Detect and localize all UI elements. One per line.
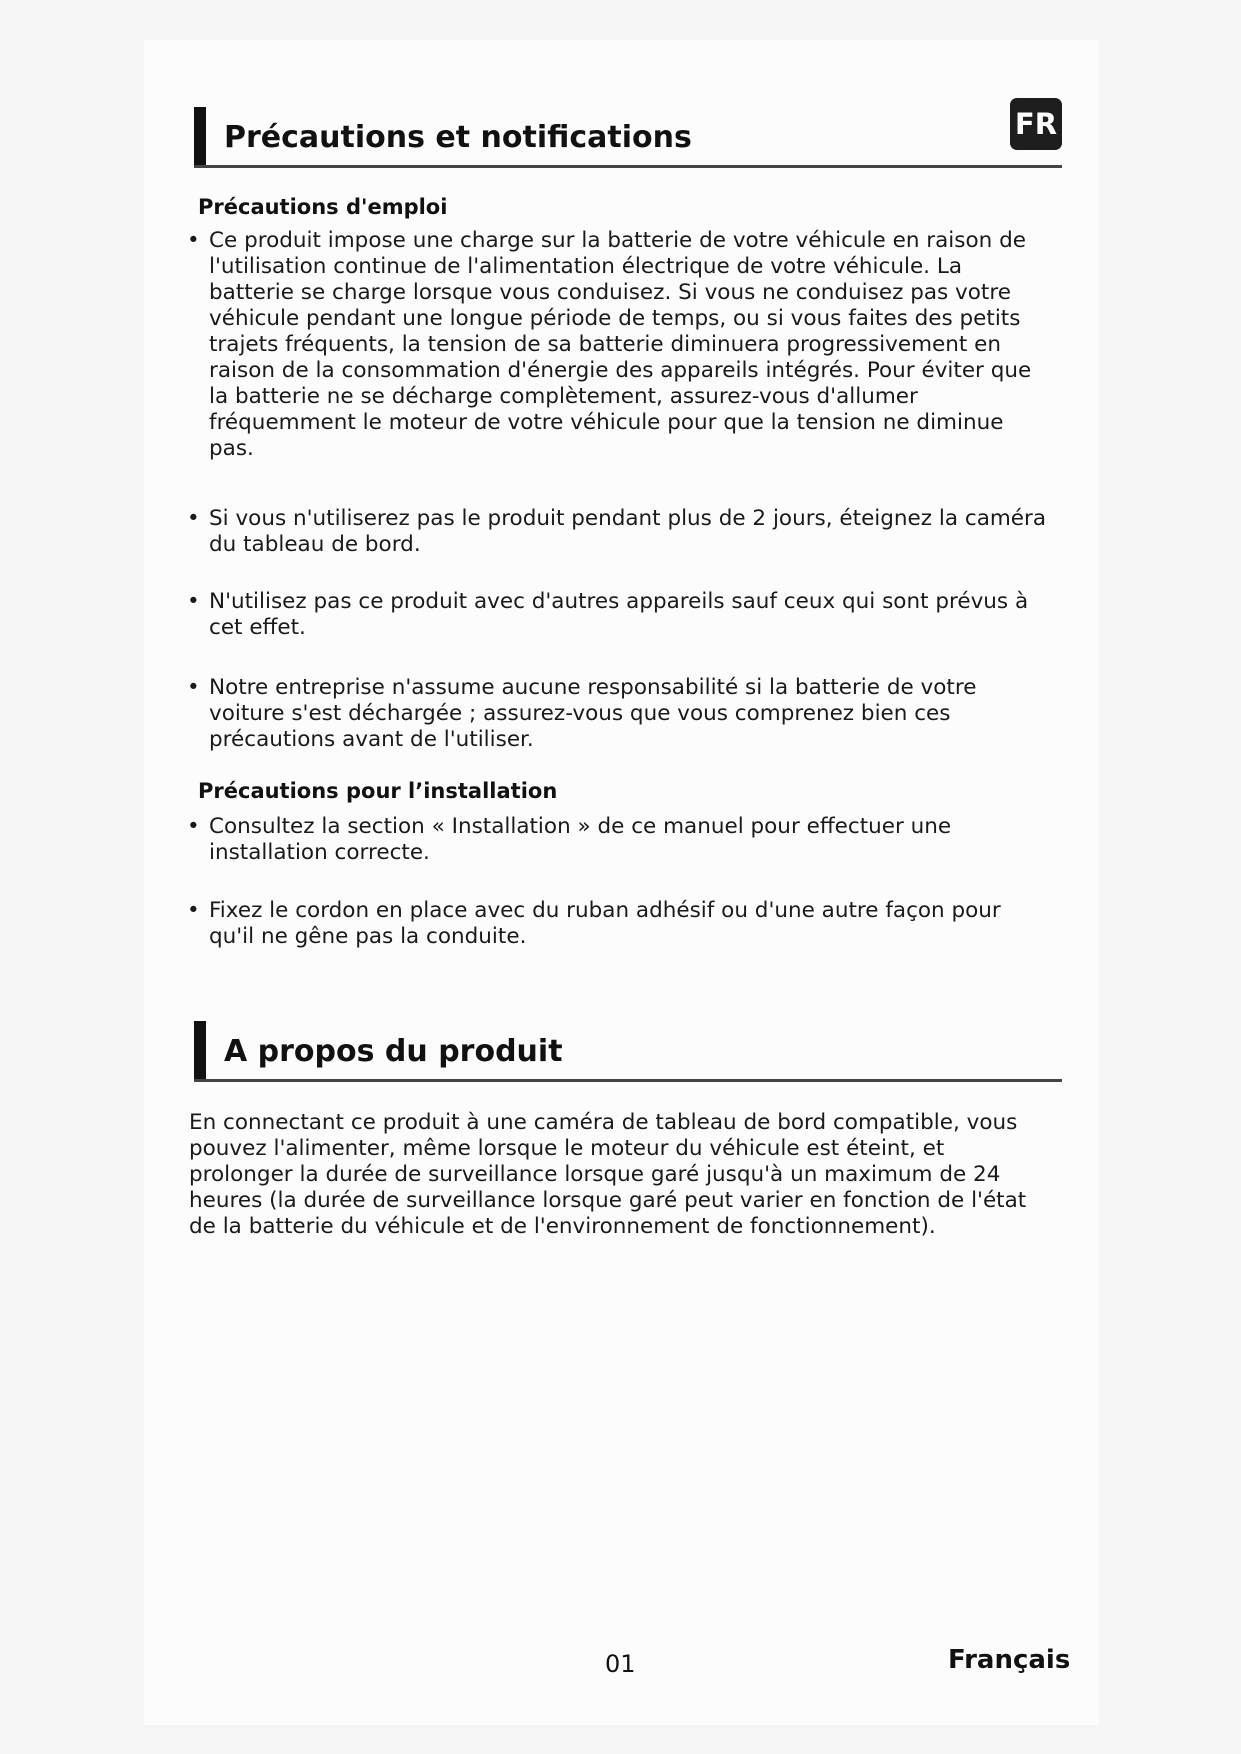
list-item [187, 814, 1049, 866]
list-item-text: Notre entreprise n'assume aucune responsabilité si la batterie de votre voiture s'est déchargée ; assurez-vous que vous comprenez bien ces précautions avant de l'utiliser. [209, 675, 977, 752]
heading-bar [194, 1021, 206, 1079]
bullet-icon: • [187, 675, 200, 700]
list-item [187, 228, 1049, 462]
page-number: 01 [605, 1650, 636, 1678]
bullet-icon: • [187, 589, 200, 614]
list-item-text: Fixez le cordon en place avec du ruban adhésif ou d'une autre façon pour qu'il ne gêne pas la conduite. [209, 898, 1001, 949]
list-item-text: Consultez la section « Installation » de ce manuel pour effectuer une installation correcte. [209, 814, 952, 865]
bullet-icon: • [187, 228, 200, 253]
section-title: Précautions et notifications [224, 120, 692, 155]
footer-language-label: Français [948, 1645, 1071, 1675]
section-heading-precautions [194, 107, 1062, 168]
list-item-text: Si vous n'utiliserez pas le produit pendant plus de 2 jours, éteignez la caméra du tableau de bord. [209, 506, 1047, 557]
language-badge: FR [1010, 98, 1062, 150]
bullet-icon: • [187, 506, 200, 531]
list-item-text: Ce produit impose une charge sur la batterie de votre véhicule en raison de l'utilisation continue de l'alimentation électrique de votre véhicule. La batterie se charge lorsque vous conduisez. Si vous ne conduisez pas votre véhicule pendant une longue période de temps, ou si vous faites des petits trajets fréquents, la tension de sa batterie diminuera progressivement en raison de la consommation d'énergie des appareils intégrés. Pour éviter que la batterie ne se décharge complètement, assurez-vous d'allumer fréquemment le moteur de votre véhicule pour que la tension ne diminue pas. [209, 228, 1032, 461]
product-description: En connectant ce produit à une caméra de tableau de bord compatible, vous pouvez l'alimenter, même lorsque le moteur du véhicule est éteint, et prolonger la durée de surveillance lorsque garé jusqu'à un maximum de 24 heures (la durée de surveillance lorsque garé peut varier en fonction de l'état de la batterie du véhicule et de l'environnement de fonctionnement). [189, 1110, 1027, 1239]
bullet-icon: • [187, 814, 200, 839]
heading-bar [194, 107, 206, 165]
section-title: A propos du produit [224, 1034, 563, 1069]
installation-precautions-heading: Précautions pour l’installation [198, 779, 558, 803]
bullet-icon: • [187, 898, 200, 923]
list-item [187, 589, 1049, 641]
list-item [187, 675, 1049, 753]
usage-precautions-heading: Précautions d'emploi [198, 195, 448, 219]
list-item [187, 506, 1049, 558]
list-item-text: N'utilisez pas ce produit avec d'autres appareils sauf ceux qui sont prévus à cet effet. [209, 589, 1029, 640]
list-item [187, 898, 1049, 950]
section-heading-about-product [194, 1021, 1062, 1082]
